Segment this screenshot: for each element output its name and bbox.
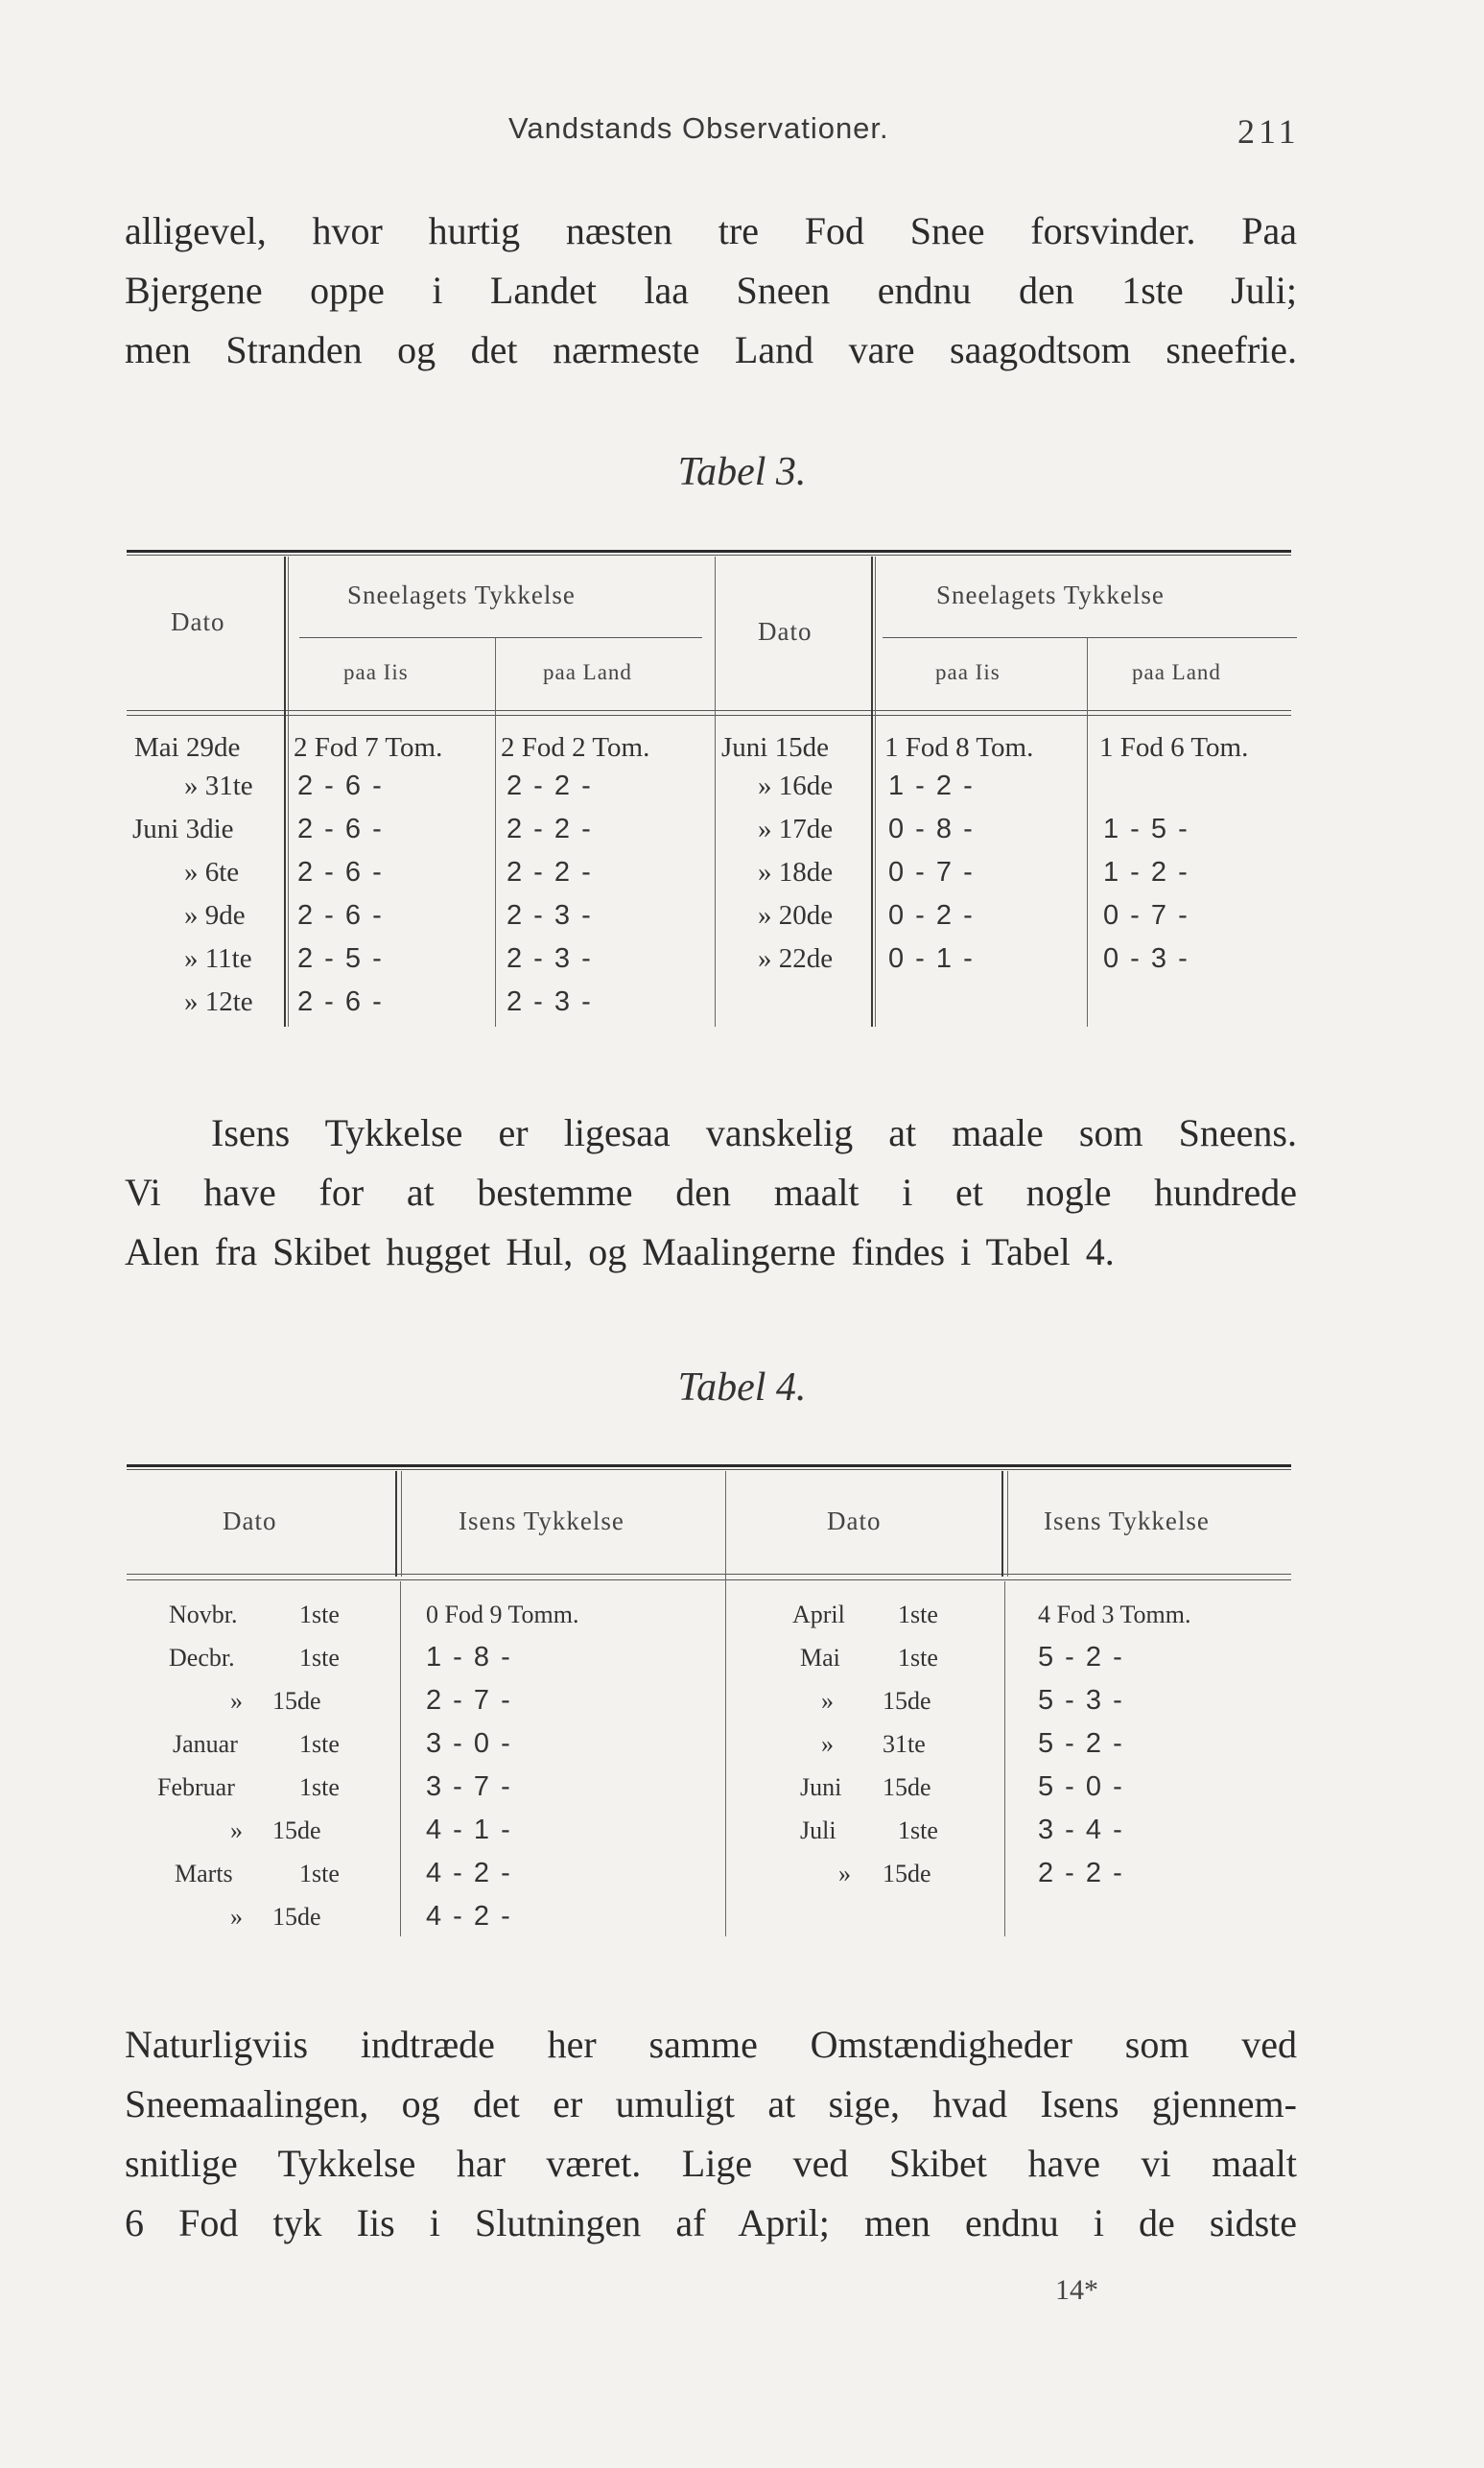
table4-right-month: April	[792, 1601, 845, 1628]
table4-left-day: 1ste	[299, 1644, 340, 1672]
table4-right-value: 5 - 0 -	[1038, 1771, 1124, 1802]
table3-right-date: » 20de	[758, 900, 834, 931]
table3-head-is-right: paa Iis	[935, 660, 1001, 684]
table4-right-day: 1ste	[898, 1816, 938, 1844]
table3-right-date: » 22de	[758, 943, 834, 974]
table3-left-land: 2 Fod 2 Tom.	[501, 732, 650, 763]
table3-left-is: 2 - 5 -	[297, 943, 384, 974]
table3-head-dato-right: Dato	[758, 617, 813, 646]
table4-head-dato-left: Dato	[223, 1507, 277, 1535]
table3-left-date: » 31te	[184, 771, 253, 801]
table3-left-is: 2 - 6 -	[297, 814, 384, 844]
table3-right-is: 0 - 8 -	[888, 814, 975, 844]
page-number: 211	[1237, 112, 1300, 151]
paragraph-line: snitlige Tykkelse har været. Lige ved Skibet have vi maalt	[125, 2142, 1297, 2185]
paragraph-line: Bjergene oppe i Landet laa Sneen endnu den 1ste Juli;	[125, 269, 1297, 312]
table4-right-value: 5 - 2 -	[1038, 1642, 1124, 1673]
table3-left-is: 2 - 6 -	[297, 986, 384, 1017]
table4-right-value: 5 - 2 -	[1038, 1728, 1124, 1759]
table4-right-day: 31te	[883, 1730, 926, 1758]
table3-head-land-right: paa Land	[1132, 660, 1221, 684]
running-title: Vandstands Observationer.	[508, 111, 889, 145]
table4-right-month: »	[821, 1730, 834, 1758]
table4-head-is-right: Isens Tykkelse	[1044, 1507, 1210, 1535]
paragraph-line: alligevel, hvor hurtig næsten tre Fod Snee forsvinder. Paa	[125, 209, 1297, 252]
table3-left-date: Mai 29de	[134, 732, 241, 763]
table4-left-day: 1ste	[299, 1601, 340, 1628]
table3-left-is: 2 - 6 -	[297, 771, 384, 801]
table3-head-is-left: paa Iis	[343, 660, 409, 684]
table4-left-value: 4 - 2 -	[426, 1858, 512, 1888]
table4-left-day: 15de	[272, 1687, 321, 1715]
table4-right-month: Juli	[800, 1816, 836, 1844]
table4-left-month: Decbr.	[169, 1644, 235, 1672]
table4-right-value: 5 - 3 -	[1038, 1685, 1124, 1716]
table4-left-day: 1ste	[299, 1730, 340, 1758]
table4-right-value: 2 - 2 -	[1038, 1858, 1124, 1888]
table3-head-dato-left: Dato	[171, 607, 225, 636]
paragraph-line: men Stranden og det nærmeste Land vare saagodtsom sneefrie.	[125, 328, 1297, 371]
table3-left-date: » 12te	[184, 986, 253, 1017]
table4-left-day: 15de	[272, 1903, 321, 1931]
table3-right-is: 1 - 2 -	[888, 771, 975, 801]
table3-right-is: 0 - 2 -	[888, 900, 975, 931]
table3-left-land: 2 - 3 -	[506, 943, 593, 974]
table4-right-month: Juni	[800, 1773, 842, 1801]
table3-left-is: 2 - 6 -	[297, 857, 384, 888]
table4-left-value: 1 - 8 -	[426, 1642, 512, 1673]
table3-right-land: 1 - 2 -	[1103, 857, 1190, 888]
table3-right-is: 0 - 1 -	[888, 943, 975, 974]
paragraph-line: 6 Fod tyk Iis i Slutningen af April; men endnu i de sidste	[125, 2201, 1297, 2244]
table4-right-day: 1ste	[898, 1601, 938, 1628]
table3-right-land: 0 - 7 -	[1103, 900, 1190, 931]
table3-left-land: 2 - 2 -	[506, 771, 593, 801]
paragraph-2	[125, 1103, 1297, 1282]
table3-head-land-left: paa Land	[543, 660, 632, 684]
table4-right-value: 3 - 4 -	[1038, 1815, 1124, 1845]
table3-right-date: » 18de	[758, 857, 834, 888]
table4-left-month: »	[230, 1816, 243, 1844]
table4-left-value: 4 - 2 -	[426, 1901, 512, 1932]
table4-right-day: 1ste	[898, 1644, 938, 1672]
running-head	[0, 104, 1484, 152]
table3-left-land: 2 - 3 -	[506, 986, 593, 1017]
table4-head-dato-right: Dato	[827, 1507, 882, 1535]
table4-left-month: »	[230, 1687, 243, 1715]
table3-right-date: » 16de	[758, 771, 834, 801]
table3-right-land: 1 Fod 6 Tom.	[1099, 732, 1249, 763]
table4-left-month: Februar	[157, 1773, 235, 1801]
table3-right-date: » 17de	[758, 814, 834, 844]
table4-right-day: 15de	[883, 1687, 931, 1715]
paragraph-1	[125, 202, 1297, 380]
paragraph-line: Vi have for at bestemme den maalt i et nogle hundrede	[125, 1171, 1297, 1214]
table3-head-group-left: Sneelagets Tykkelse	[347, 581, 576, 609]
paragraph-3	[125, 2015, 1297, 2253]
table3-right-land: 1 - 5 -	[1103, 814, 1190, 844]
table4-right-value: 4 Fod 3 Tomm.	[1038, 1601, 1191, 1628]
table4-right-month: »	[821, 1687, 834, 1715]
table3-left-date: » 11te	[184, 943, 252, 974]
table4-left-value: 2 - 7 -	[426, 1685, 512, 1716]
table4-left-value: 3 - 7 -	[426, 1771, 512, 1802]
table4-left-month: Novbr.	[169, 1601, 238, 1628]
table4-left-day: 1ste	[299, 1860, 340, 1887]
table4-left-day: 15de	[272, 1816, 321, 1844]
table3-left-date: Juni 3die	[132, 814, 234, 844]
table4-right-day: 15de	[883, 1773, 931, 1801]
signature-mark: 14*	[1055, 2274, 1098, 2306]
table3-left-is: 2 - 6 -	[297, 900, 384, 931]
table4-left-value: 4 - 1 -	[426, 1815, 512, 1845]
table4-right-day: 15de	[883, 1860, 931, 1887]
table3-left-land: 2 - 2 -	[506, 857, 593, 888]
table3-left-land: 2 - 3 -	[506, 900, 593, 931]
table3-left-date: » 9de	[184, 900, 246, 931]
table3-title: Tabel 3.	[677, 450, 807, 494]
table4-left-value: 0 Fod 9 Tomm.	[426, 1601, 579, 1628]
paragraph-line: Sneemaalingen, og det er umuligt at sige, hvad Isens gjennem-	[125, 2082, 1297, 2125]
paragraph-line: Alen fra Skibet hugget Hul, og Maalingerne findes i Tabel 4.	[125, 1230, 1115, 1273]
table4-head-is-left: Isens Tykkelse	[459, 1507, 624, 1535]
table4-left-month: Januar	[173, 1730, 238, 1758]
table3-left-date: » 6te	[184, 857, 240, 888]
table4-left-month: Marts	[175, 1860, 233, 1887]
table4-left-value: 3 - 0 -	[426, 1728, 512, 1759]
paragraph-line: Naturligviis indtræde her samme Omstændigheder som ved	[125, 2023, 1297, 2066]
table3-right-is: 1 Fod 8 Tom.	[884, 732, 1034, 763]
table3-right-land: 0 - 3 -	[1103, 943, 1190, 974]
table3-left-is: 2 Fod 7 Tom.	[294, 732, 443, 763]
table3-right-date: Juni 15de	[721, 732, 829, 763]
table3-left-land: 2 - 2 -	[506, 814, 593, 844]
table4-right-month: »	[838, 1860, 851, 1887]
table3-head-group-right: Sneelagets Tykkelse	[936, 581, 1165, 609]
table4-left-day: 1ste	[299, 1773, 340, 1801]
table3-right-is: 0 - 7 -	[888, 857, 975, 888]
table4-right-month: Mai	[800, 1644, 840, 1672]
paragraph-line: Isens Tykkelse er ligesaa vanskelig at maale som Sneens.	[211, 1111, 1297, 1154]
table4-title: Tabel 4.	[677, 1365, 807, 1410]
table4-left-month: »	[230, 1903, 243, 1931]
